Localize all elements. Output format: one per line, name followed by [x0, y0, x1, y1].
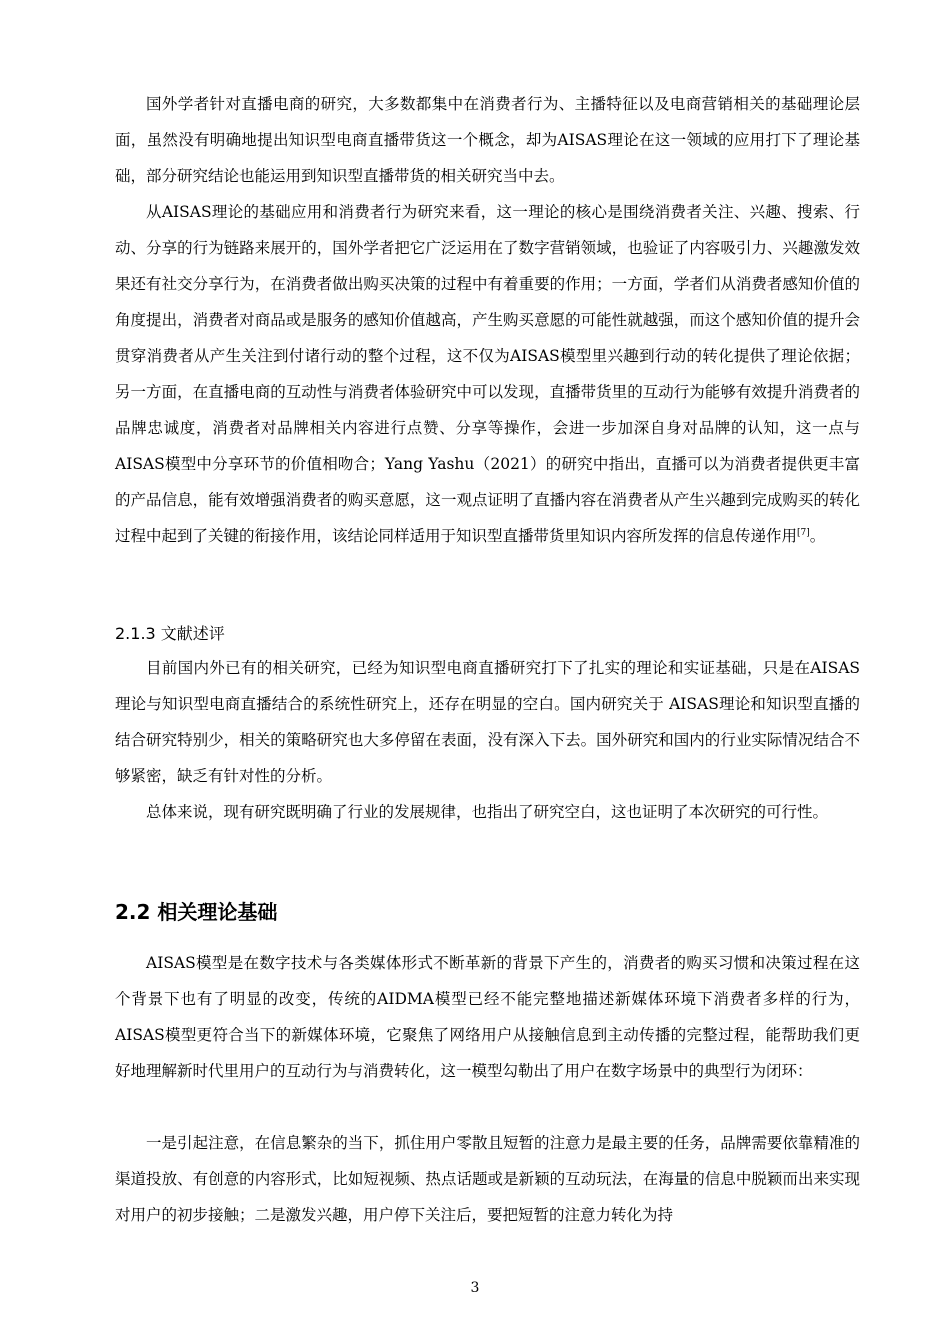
- page-number: 3: [470, 1280, 480, 1296]
- citation-7: [7]: [797, 527, 810, 538]
- paragraph-aisas-application-text: 从AISAS理论的基础应用和消费者行为研究来看，这一理论的核心是围绕消费者关注、兴趣、搜索、行动、分享的行为链路来展开的，国外学者把它广泛运用在了数字营销领域，也验证了内容吸引力、兴趣激发效果还有社交分享行为，在消费者做出购买决策的过程中有着重要的作用；一方面，学者们从消费者感知价值的角度提出，消费者对商品或是服务的感知价值越高，产生购买意愿的可能性就越强，而这个感知价值的提升会贯穿消费者从产生关注到付诸行动的整个过程，这不仅为AISAS模型里兴趣到行动的转化提供了理论依据；另一方面，在直播电商的互动性与消费者体验研究中可以发现，直播带货里的互动行为能够有效提升消费者的品牌忠诚度，消费者对品牌相关内容进行点赞、分享等操作，会进一步加深自身对品牌的认知，这一点与AISAS模型中分享环节的价值相吻合；Yang Yashu（2021）的研究中指出，直播可以为消费者提供更丰富的产品信息，能有效增强消费者的购买意愿，这一观点证明了直播内容在消费者从产生兴趣到完成购买的转化过程中起到了关键的衔接作用，该结论同样适用于知识型直播带货里知识内容所发挥的信息传递作用: [115, 203, 860, 545]
- paragraph-aisas-model: AISAS模型是在数字技术与各类媒体形式不断革新的背景下产生的，消费者的购买习惯和决策过程在这个背景下也有了明显的改变，传统的AIDMA模型已经不能完整地描述新媒体环境下消费者多样的行为，AISAS模型更符合当下的新媒体环境，它聚焦了网络用户从接触信息到主动传播的完整过程，能帮助我们更好地理解新时代里用户的互动行为与消费转化，这一模型勾勒出了用户在数字场景中的典型行为闭环：: [115, 954, 860, 1080]
- paragraph-foreign-research-intro: 国外学者针对直播电商的研究，大多数都集中在消费者行为、主播特征以及电商营销相关的基础理论层面，虽然没有明确地提出知识型电商直播带货这一个概念，却为AISAS理论在这一领域的应用打下了理论基础，部分研究结论也能运用到知识型直播带货的相关研究当中去。: [115, 95, 860, 185]
- section-heading-2-1-3: 2.1.3 文献述评: [115, 624, 225, 643]
- paragraph-aisas-application: [115, 194, 860, 554]
- paragraph-summary: 总体来说，现有研究既明确了行业的发展规律，也指出了研究空白，这也证明了本次研究的可行性。: [146, 803, 829, 821]
- paragraph-attention-interest: 一是引起注意，在信息繁杂的当下，抓住用户零散且短暂的注意力是最主要的任务，品牌需要依靠精准的渠道投放、有创意的内容形式，比如短视频、热点话题或是新颖的互动玩法，在海量的信息中脱颖而出来实现对用户的初步接触；二是激发兴趣，用户停下关注后，要把短暂的注意力转化为持: [115, 1134, 860, 1224]
- section-heading-2-2: 2.2 相关理论基础: [115, 900, 278, 924]
- paragraph-end-mark: 。: [809, 527, 826, 545]
- paragraph-literature-review: 目前国内外已有的相关研究，已经为知识型电商直播研究打下了扎实的理论和实证基础，只是在AISAS理论与知识型电商直播结合的系统性研究上，还存在明显的空白。国内研究关于 AISAS理论和知识型直播的结合研究特别少，相关的策略研究也大多停留在表面，没有深入下去。国外研究和国内的行业实际情况结合不够紧密，缺乏有针对性的分析。: [115, 659, 860, 785]
